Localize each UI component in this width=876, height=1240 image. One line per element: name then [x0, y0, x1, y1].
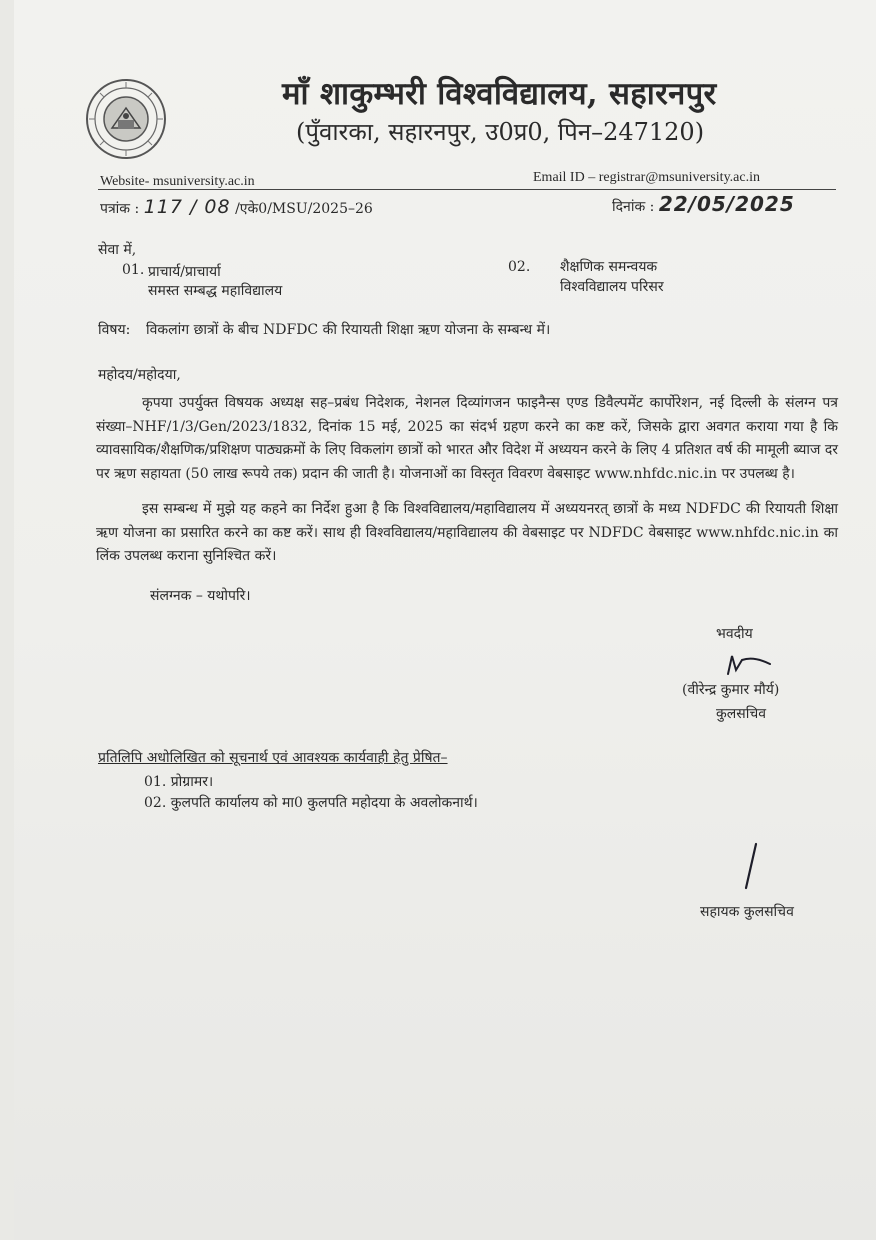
body-paragraph-2 [96, 498, 838, 569]
closing-text: भवदीय [716, 626, 753, 642]
date-handwritten: 22/05/2025 [658, 192, 795, 216]
reference-label: पत्रांक : [100, 201, 140, 217]
recipient-1-line1: प्राचार्य/प्राचार्या [148, 264, 221, 280]
recipient-1-number: 01. [122, 262, 145, 278]
copy-item-2: 02. कुलपति कार्यालय को मा0 कुलपति महोदया के अवलोकनार्थ। [144, 795, 478, 811]
recipient-2-number: 02. [508, 259, 531, 275]
university-seal-icon [80, 78, 172, 160]
website-text: Website- msuniversity.ac.in [100, 174, 255, 189]
recipient-2-line1: शैक्षणिक समन्वयक [560, 259, 658, 275]
enclosure-note: संलग्नक – यथोपरि। [150, 588, 251, 604]
reference-handwritten: 117 / 08 [143, 196, 231, 218]
university-address: (पुँवारका, सहारनपुर, उ0प्र0, पिन–247120) [296, 118, 705, 146]
reference-number [100, 196, 373, 218]
date-label: दिनांक : [612, 199, 655, 215]
subject-label: विषय: [98, 322, 131, 338]
header-divider [98, 189, 836, 190]
recipients-intro: सेवा में, [98, 242, 137, 258]
salutation: महोदय/महोदया, [98, 367, 181, 383]
body-paragraph-1-text: कृपया उपर्युक्त विषयक अध्यक्ष सह–प्रबंध निदेशक, नेशनल दिव्यांगजन फाइनैन्स एण्ड डिवैल्पमेंट कार्पोरेशन, नई दिल्ली के संलग्न पत्र संख्या–NHF/1/3/Gen/2023/1832, दिनांक 15 मई, 2025 का संदर्भ ग्रहण करने का कष्ट करें, जिसके द्वारा अवगत कराया गया है कि व्यावसायिक/शैक्षणिक/प्रशिक्षण पाठ्यक्रमों के लिए विकलांग छात्रों को भारत और विदेश में अध्ययन करने के लिए 4 प्रतिशत वर्ष की मामूली ब्याज दर पर ऋण सहायता (50 लाख रूपये तक) प्रदान की जाती है। योजनाओं का विस्तृत विवरण वेबसाइट www.nhfdc.nic.in पर उपलब्ध है। [96, 395, 838, 482]
signatory-name: (वीरेन्द्र कुमार मौर्य) [682, 682, 780, 698]
recipient-1-line2: समस्त सम्बद्ध महाविद्यालय [148, 283, 283, 299]
reference-suffix: /एके0/MSU/2025–26 [235, 201, 373, 217]
subject-text: विकलांग छात्रों के बीच NDFDC की रियायती शिक्षा ऋण योजना के सम्बन्ध में। [146, 322, 551, 338]
signature-mark [724, 652, 774, 678]
body-paragraph-1 [96, 392, 838, 486]
copy-item-1: 01. प्रोग्रामर। [144, 774, 214, 790]
body-paragraph-2-text: इस सम्बन्ध में मुझे यह कहने का निर्देश हुआ है कि विश्वविद्यालय/महाविद्यालय में अध्ययनरत् छात्रों के मध्य NDFDC की रियायती शिक्षा ऋण योजना का प्रसारित करने का कष्ट करें। साथ ही विश्वविद्यालय/महाविद्यालय की वेबसाइट पर NDFDC वेबसाइट www.nhfdc.nic.in का लिंक उपलब्ध कराना सुनिश्चित करें। [96, 501, 838, 564]
assistant-registrar-designation: सहायक कुलसचिव [700, 904, 794, 920]
letter-date [612, 192, 795, 216]
copy-heading: प्रतिलिपि अधोलिखित को सूचनार्थ एवं आवश्यक कार्यवाही हेतु प्रेषित– [98, 750, 448, 766]
university-name: माँ शाकुम्भरी विश्वविद्यालय, सहारनपुर [282, 76, 717, 112]
recipient-2-line2: विश्वविद्यालय परिसर [560, 279, 664, 295]
initial-mark [740, 842, 760, 890]
email-text: Email ID – registrar@msuniversity.ac.in [533, 170, 760, 185]
signatory-designation: कुलसचिव [716, 706, 767, 722]
